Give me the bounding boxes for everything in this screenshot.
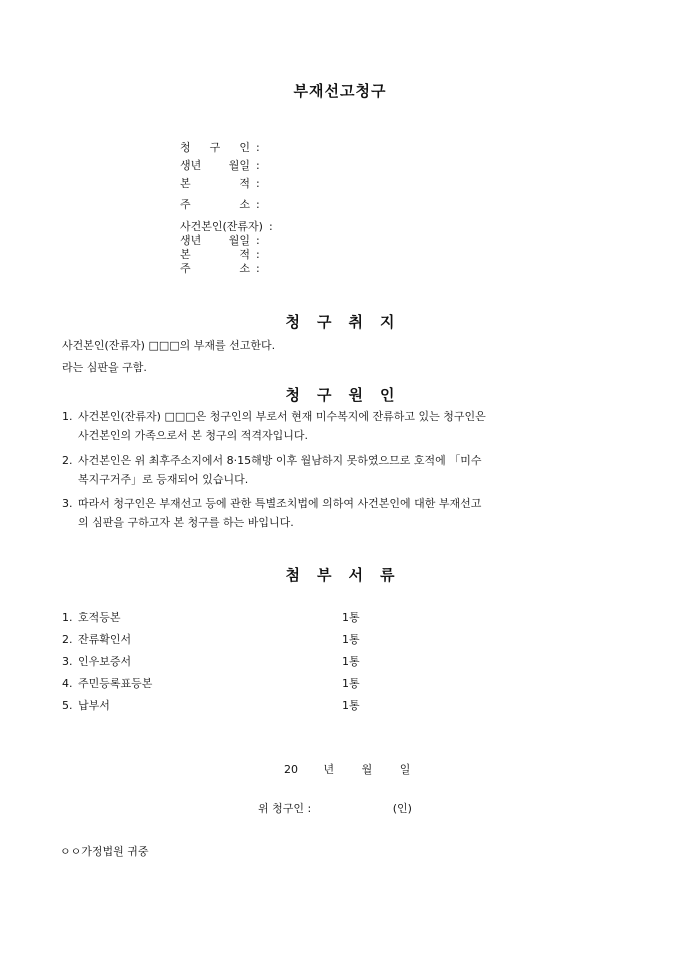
list-item: 5. 납부서 1통 bbox=[62, 699, 360, 712]
list-item: 2. 잔류확인서 1통 bbox=[62, 633, 360, 646]
cause-item: 1. 사건본인(잔류자) □□□은 청구인의 부로서 현재 미수복지에 잔류하고 있는 청구인은 사건본인의 가족으로서 본 청구의 적격자입니다. bbox=[62, 410, 486, 442]
subject-birth-label: 생년 월일 bbox=[180, 234, 250, 247]
court-addressee: ㅇㅇ가정법원 귀중 bbox=[60, 845, 149, 858]
document-title: 부재선고청구 bbox=[293, 82, 387, 100]
claimant-birth-label: 생년 월일 bbox=[180, 159, 250, 172]
seal-mark: (인) bbox=[392, 802, 412, 815]
cause-item: 2. 사건본인은 위 최후주소지에서 8·15해방 이후 월남하지 못하였으므로 호적에 「미수 복지구거주」로 등재되어 있습니다. bbox=[62, 454, 482, 486]
signature-line bbox=[258, 802, 412, 816]
purpose-line-1: 사건본인(잔류자) □□□의 부재를 선고한다. bbox=[62, 339, 276, 352]
subject-address-label: 주 소 bbox=[180, 262, 250, 275]
purpose-line-2: 라는 심판을 구함. bbox=[62, 361, 147, 374]
cause-heading: 청구원인 bbox=[285, 386, 412, 404]
signature-label: 위 청구인 : bbox=[258, 802, 312, 815]
claimant-block: 청 구 인 : 생년 월일 : 본 적 : 주 소 : bbox=[180, 141, 260, 211]
purpose-heading: 청구취지 bbox=[285, 313, 412, 331]
subject-block: 사건본인(잔류자) : 생년 월일 : 본 적 : 주 소 : bbox=[180, 220, 273, 275]
claimant-domicile-label: 본 적 bbox=[180, 177, 250, 190]
list-item: 4. 주민등록표등본 1통 bbox=[62, 677, 360, 690]
claimant-address-label: 주 소 bbox=[180, 198, 250, 211]
subject-domicile-label: 본 적 bbox=[180, 248, 250, 261]
attachments-heading: 첨부서류 bbox=[285, 566, 412, 584]
list-item: 3. 인우보증서 1통 bbox=[62, 655, 360, 668]
subject-heading: 사건본인(잔류자) bbox=[180, 220, 263, 233]
cause-item: 3. 따라서 청구인은 부재선고 등에 관한 특별조치법에 의하여 사건본인에 대한 부재선고 의 심판을 구하고자 본 청구를 하는 바입니다. bbox=[62, 497, 482, 529]
list-item: 1. 호적등본 1통 bbox=[62, 611, 360, 624]
claimant-label: 청 구 인 bbox=[180, 141, 250, 154]
attachment-list bbox=[62, 611, 360, 721]
date-year: 20 bbox=[284, 763, 298, 776]
date-line: 20 년 월 일 bbox=[284, 763, 411, 776]
